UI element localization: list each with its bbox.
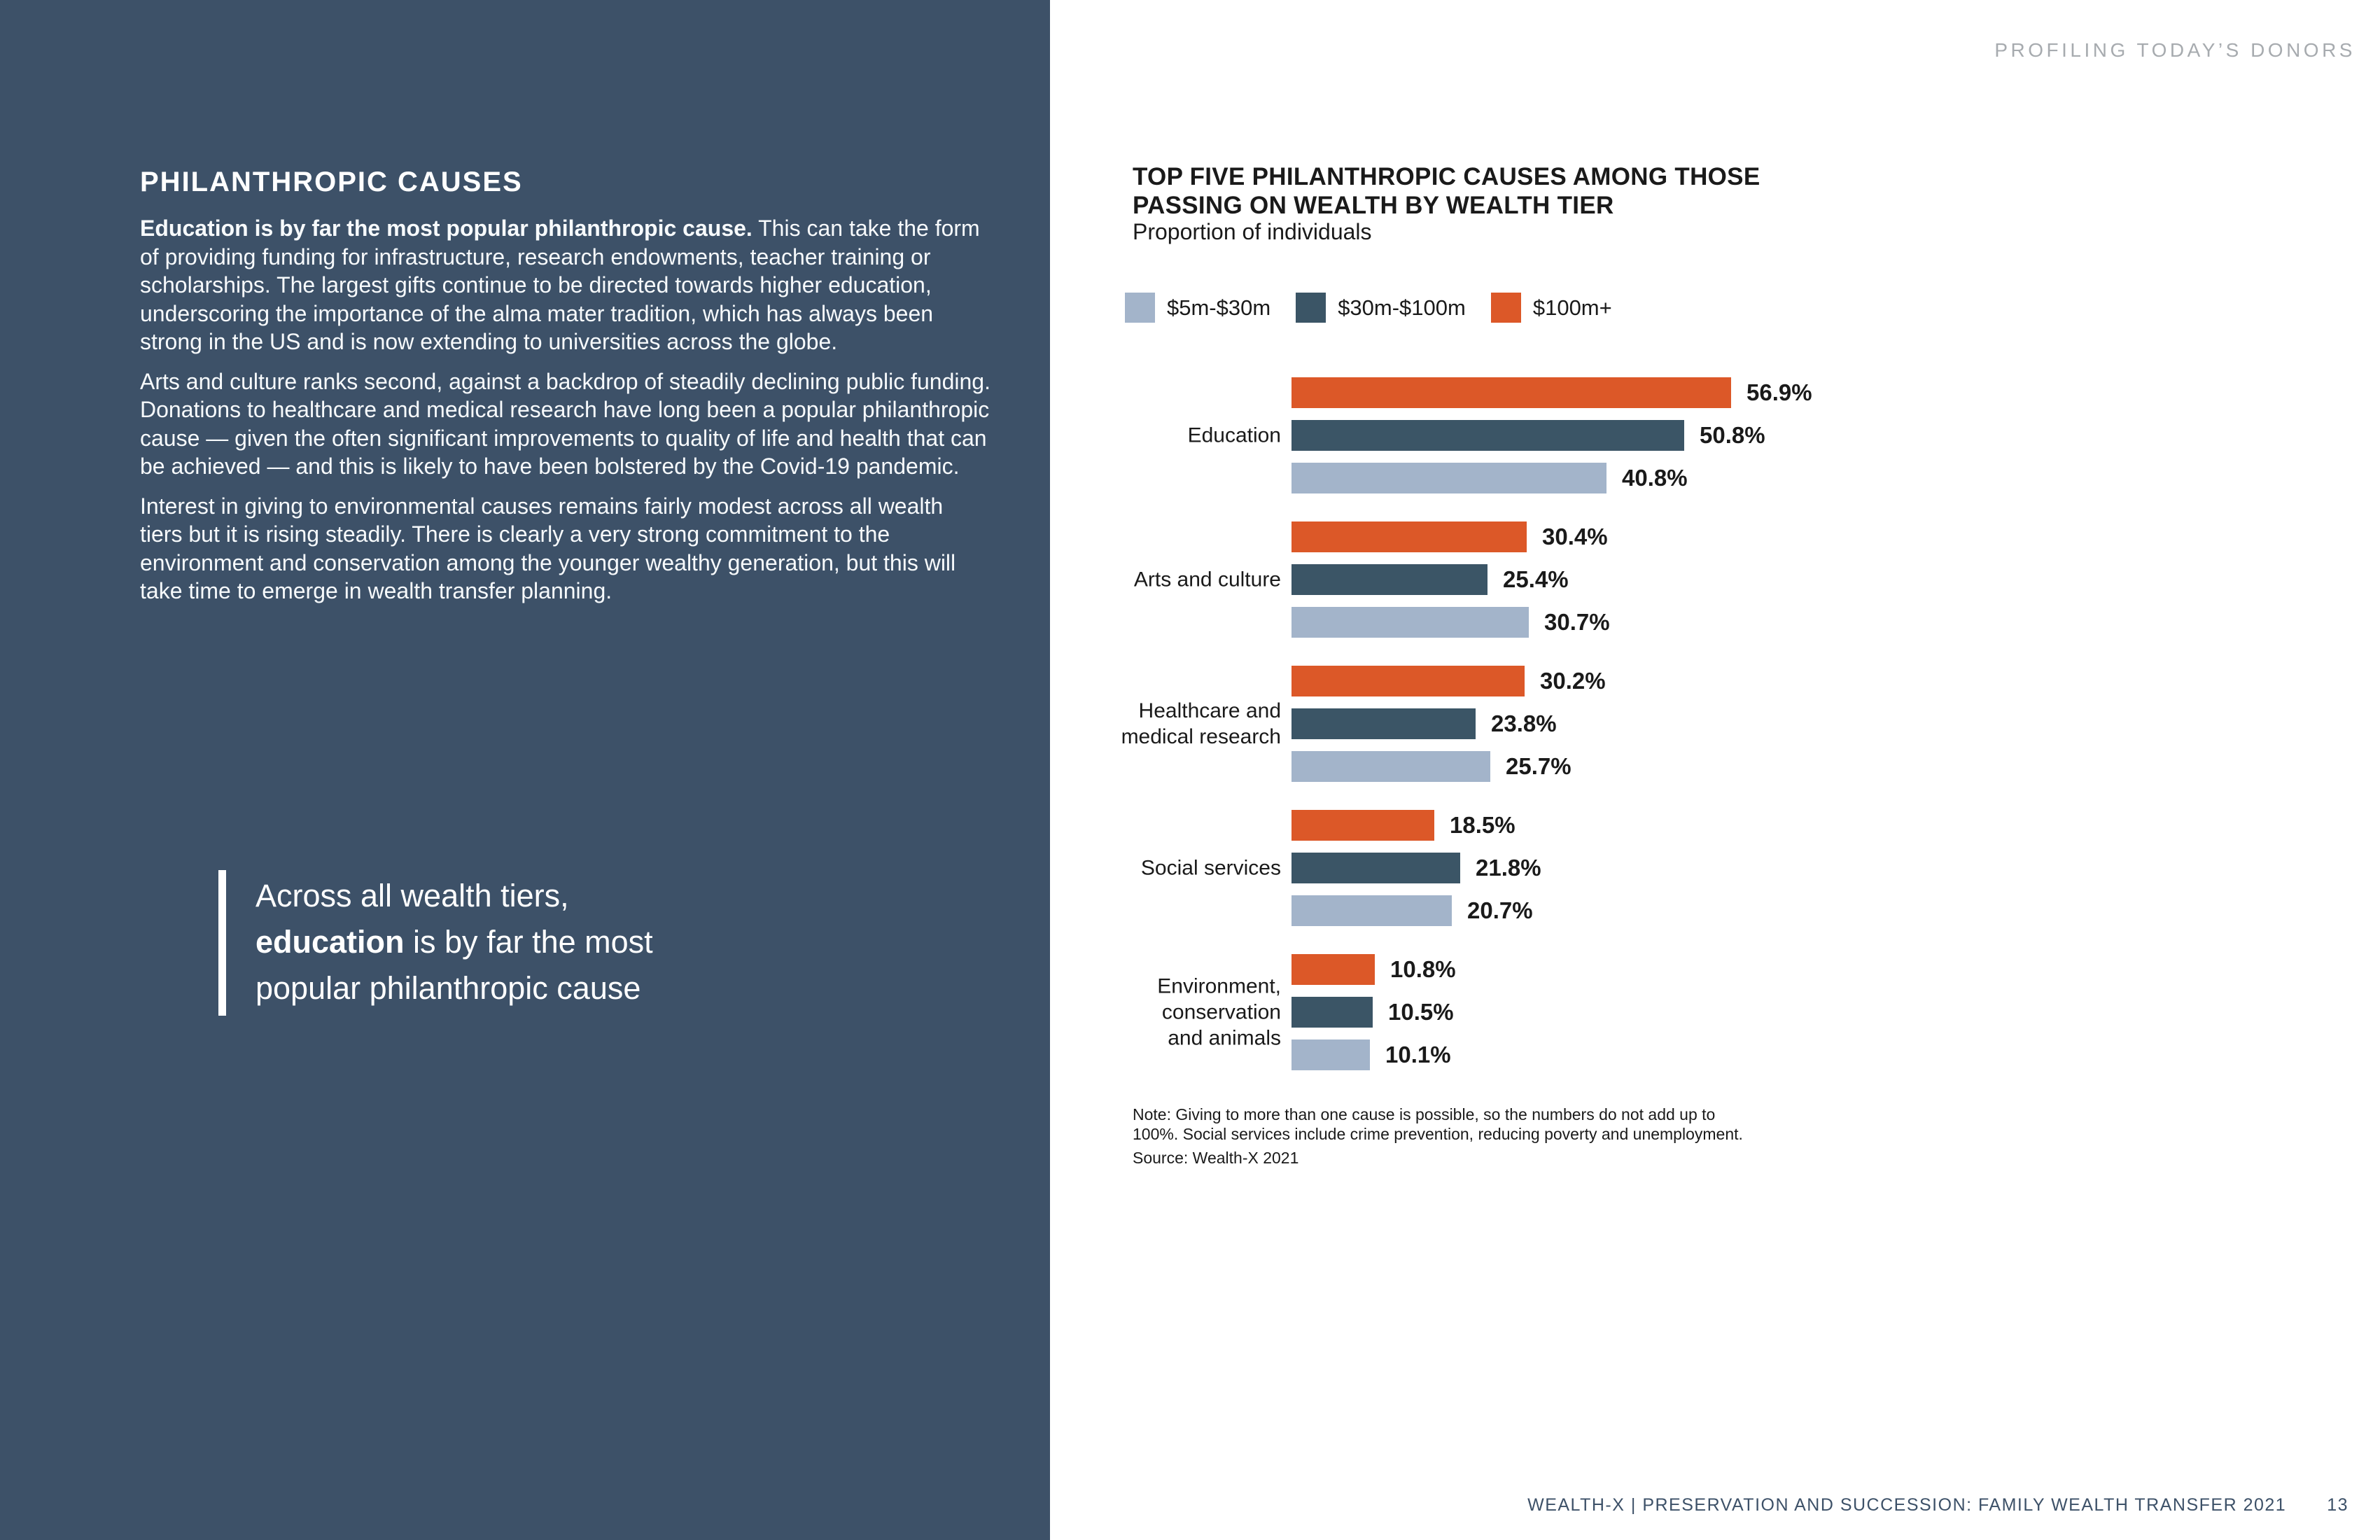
bar-$30m-$100m [1292,997,1373,1028]
bar-$30m-$100m [1292,708,1476,739]
chart-title [1133,162,1760,220]
bar-value-label: 20.7% [1467,897,1533,923]
bar-value-label: 25.7% [1506,753,1572,779]
bar-$30m-$100m [1292,853,1460,883]
pull-quote-line3: popular philanthropic cause [255,970,641,1006]
bar-$5m-$30m [1292,895,1452,926]
body-copy [140,214,990,617]
pull-quote [218,870,886,1016]
bar-value-label: 30.4% [1542,524,1608,550]
bar-group [1050,666,2380,782]
bar-value-label: 25.4% [1503,566,1569,592]
chart-note [1133,1105,1743,1144]
bar-value-label: 40.8% [1622,465,1688,491]
bar-group [1050,522,2380,638]
legend-item [1125,293,1270,323]
bar-value-label: 23.8% [1491,710,1557,736]
category-label: Environment, conservation and animals [1157,974,1281,1050]
footer-report-title: WEALTH-X | PRESERVATION AND SUCCESSION: FAMILY WEALTH TRANSFER 2021 [1527,1495,2287,1515]
bar-$100m+ [1292,954,1375,985]
legend-label: $5m-$30m [1167,295,1271,320]
pull-quote-line2: is by far the most [404,924,653,960]
legend-item [1491,293,1612,323]
paragraph-3: Interest in giving to environmental causes remains fairly modest across all wealth tiers but it is rising steadily. There is clearly a very strong commitment to the environment and conservation among the younger wealthy generation, but this will take time to emerge in wealth transfer planning. [140,493,956,603]
chart-note-line2: 100%. Social services include crime prevention, reducing poverty and unemployment. [1133,1125,1743,1143]
chart-title-line1: TOP FIVE PHILANTHROPIC CAUSES AMONG THOSE [1133,163,1760,190]
chart-legend [1125,293,1637,323]
bar-value-label: 50.8% [1700,422,1765,448]
bar-value-label: 56.9% [1746,379,1812,405]
pull-quote-line1: Across all wealth tiers, [255,878,569,913]
paragraph-2: Arts and culture ranks second, against a backdrop of steadily declining public funding. Donations to healthcare and medical research have long been a popular philanthropic cause — given the often significant improvements to quality of life and health that can be achieved — and this is likely to have been bolstered by the Covid-19 pandemic. [140,368,990,479]
bar-$100m+ [1292,377,1731,408]
bar-value-label: 18.5% [1450,812,1516,838]
legend-swatch [1125,293,1155,323]
bar-value-label: 21.8% [1476,855,1541,881]
legend-item [1296,293,1466,323]
paragraph-1-rest: This can take the form of providing funding for infrastructure, research endowments, teacher training or scholarships. The largest gifts continue to be directed towards higher education, underscoring the importance of the alma mater tradition, which has always been strong in the US and is now extending to universities across the globe. [140,216,980,354]
bar-group [1050,377,2380,493]
content-area [1050,0,2380,1540]
bar-$30m-$100m [1292,420,1684,451]
bar-$5m-$30m [1292,751,1490,782]
category-label: Arts and culture [1133,568,1281,592]
bar-value-label: 10.1% [1385,1042,1451,1068]
running-head: PROFILING TODAY’S DONORS [1994,39,2356,61]
bar-value-label: 30.2% [1540,668,1606,694]
category-label: Social services [1140,856,1281,880]
bar-$5m-$30m [1292,607,1529,638]
bar-$100m+ [1292,522,1527,552]
bar-value-label: 10.8% [1390,956,1456,982]
bar-$100m+ [1292,666,1525,696]
bar-$5m-$30m [1292,1040,1370,1070]
left-panel [0,0,1050,1540]
legend-label: $100m+ [1532,295,1612,320]
page-number: 13 [2327,1495,2348,1515]
bar-value-label: 10.5% [1388,999,1454,1025]
bar-group [1050,954,2380,1070]
paragraph-1 [140,214,990,356]
chart-source: Source: Wealth-X 2021 [1133,1149,1299,1167]
legend-label: $30m-$100m [1338,295,1466,320]
bar-group [1050,810,2380,926]
bar-chart [1050,377,2380,1070]
legend-swatch [1491,293,1521,323]
paragraph-1-lead: Education is by far the most popular philanthropic cause. [140,216,752,241]
chart-note-line1: Note: Giving to more than one cause is possible, so the numbers do not add up to [1133,1105,1716,1124]
chart-title-line2: PASSING ON WEALTH BY WEALTH TIER [1133,192,1614,219]
bar-$100m+ [1292,810,1434,841]
pull-quote-emphasis: education [255,924,405,960]
bar-$5m-$30m [1292,463,1606,493]
bar-value-label: 30.7% [1544,609,1610,635]
category-label: Healthcare and medical research [1121,699,1281,748]
section-title: PHILANTHROPIC CAUSES [140,167,523,197]
category-label: Education [1187,424,1281,447]
legend-swatch [1296,293,1326,323]
chart-subtitle: Proportion of individuals [1133,219,1372,244]
page-footer [1527,1495,2348,1516]
bar-$30m-$100m [1292,564,1488,595]
